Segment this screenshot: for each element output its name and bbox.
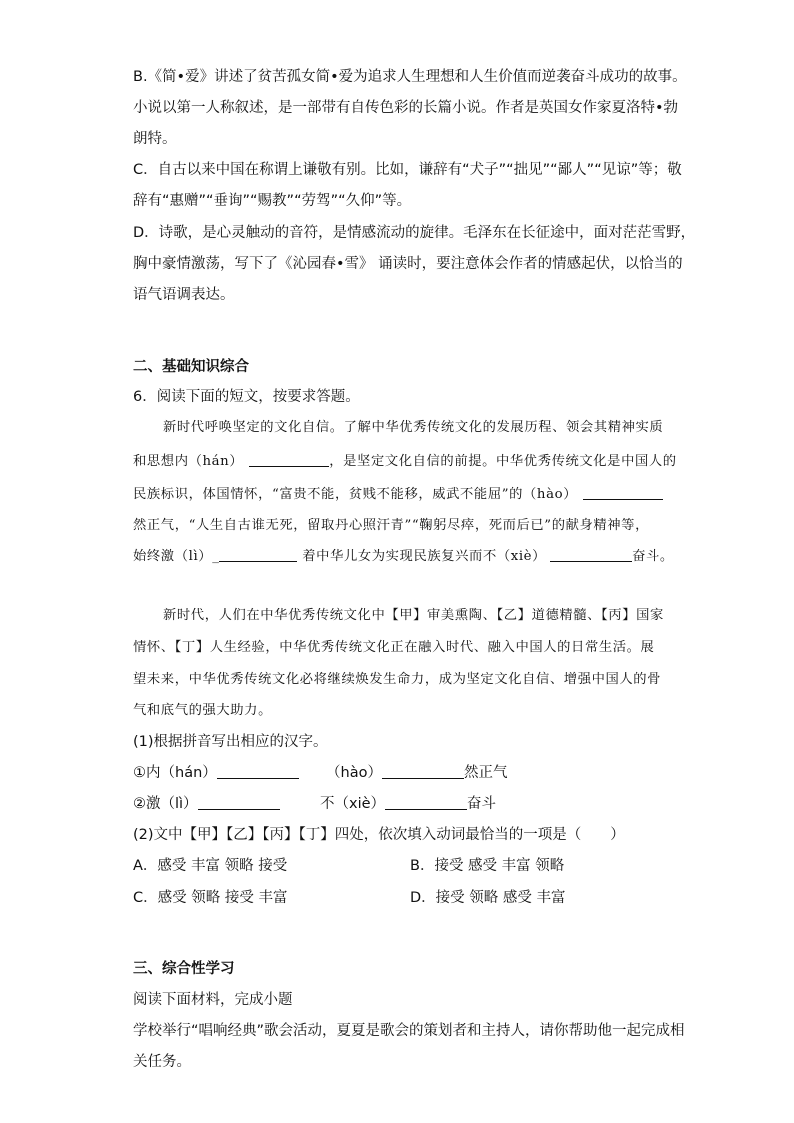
passage-p1-line-2 bbox=[133, 451, 677, 473]
section-3-heading: 三、综合性学习 bbox=[133, 961, 235, 977]
passage-p1-line-4: 然正气，“人生自古谁无死，留取丹心照汗青”“鞠躬尽瘁，死而后已”的献身精神等， bbox=[133, 518, 649, 533]
pinyin-item: ②激（lì） bbox=[133, 796, 198, 812]
passage-text: 和思想内（hán） bbox=[133, 454, 244, 469]
passage-text: 民族标识，体国情怀，“富贵不能，贫贱不能移，威武不能屈”的（hào） bbox=[133, 487, 578, 502]
passage-text: 奋斗。 bbox=[632, 549, 674, 564]
sub-question-1-row-2b bbox=[320, 793, 496, 815]
answer-blank[interactable] bbox=[219, 546, 297, 562]
choice-b[interactable]: B．接受 感受 丰富 领略 bbox=[410, 858, 565, 874]
question-6-prompt: 6．阅读下面的短文，按要求答题。 bbox=[133, 389, 360, 405]
answer-blank[interactable] bbox=[198, 794, 280, 810]
choice-d[interactable]: D．接受 领略 感受 丰富 bbox=[410, 890, 566, 906]
pinyin-item: 不（xiè） bbox=[320, 796, 386, 812]
section-3-text-line-2: 关任务。 bbox=[133, 1054, 191, 1070]
choice-c[interactable]: C．感受 领略 接受 丰富 bbox=[133, 890, 288, 906]
option-d-line-1: D．诗歌，是心灵触动的音符，是情感流动的旋律。毛泽东在长征途中，面对茫茫雪野， bbox=[133, 225, 696, 241]
pinyin-item: （hào） bbox=[326, 765, 382, 781]
passage-p1-line-5 bbox=[133, 546, 674, 568]
option-d-line-3: 语气语调表达。 bbox=[133, 287, 235, 303]
answer-blank[interactable] bbox=[249, 451, 329, 467]
pinyin-item: ①内（hán） bbox=[133, 765, 217, 781]
pinyin-suffix: 奋斗 bbox=[467, 796, 497, 812]
section-3-intro: 阅读下面材料，完成小题 bbox=[133, 992, 293, 1008]
passage-p2-line-2: 情怀、【丁】人生经验，中华优秀传统文化正在融入时代、融入中国人的日常生活。展 bbox=[133, 640, 655, 655]
section-3-text-line-1: 学校举行“唱响经典”歌会活动，夏夏是歌会的策划者和主持人，请你帮助他一起完成相 bbox=[133, 1023, 685, 1039]
passage-p2-line-4: 气和底气的强大助力。 bbox=[133, 703, 272, 718]
sub-question-1-prompt: (1)根据拼音写出相应的汉字。 bbox=[133, 734, 328, 750]
passage-p2-line-1: 新时代，人们在中华优秀传统文化中【甲】审美熏陶、【乙】道德精髓、【丙】国家 bbox=[163, 608, 664, 623]
option-c-line-1: C．自古以来中国在称谓上谦敬有别。比如，谦辞有“犬子”“拙见”“鄙人”“见谅”等；敬 bbox=[133, 162, 682, 178]
option-b-line-2: 小说以第一人称叙述，是一部带有自传色彩的长篇小说。作者是英国女作家夏洛特•勃 bbox=[133, 100, 679, 116]
option-b-line-3: 朗特。 bbox=[133, 131, 177, 147]
answer-blank[interactable] bbox=[382, 763, 464, 779]
option-c-line-2: 辞有“惠赠”“垂询”“赐教”“劳驾”“久仰”等。 bbox=[133, 193, 412, 209]
passage-p1-line-1: 新时代呼唤坚定的文化自信。了解中华优秀传统文化的发展历程、领会其精神实质 bbox=[163, 420, 664, 435]
sub-question-1-row-1 bbox=[133, 762, 299, 784]
sub-question-2-prompt: (2)文中【甲】【乙】【丙】【丁】四处，依次填入动词最恰当的一项是（ ） bbox=[133, 827, 625, 843]
passage-text: 始终激（lì）_ bbox=[133, 549, 220, 564]
passage-text: 着中华儿女为实现民族复兴而不（xiè） bbox=[297, 549, 547, 564]
option-b-line-1: B.《简•爱》讲述了贫苦孤女简•爱为追求人生理想和人生价值而逆袭奋斗成功的故事。 bbox=[133, 69, 687, 85]
option-d-line-2: 胸中豪情激荡，写下了《沁园春•雪》 诵读时，要注意体会作者的情感起伏，以恰当的 bbox=[133, 256, 683, 272]
passage-p2-line-3: 望未来，中华优秀传统文化必将继续焕发生命力，成为坚定文化自信、增强中国人的骨 bbox=[133, 672, 662, 687]
choice-a[interactable]: A．感受 丰富 领略 接受 bbox=[133, 858, 288, 874]
pinyin-suffix: 然正气 bbox=[463, 765, 508, 781]
answer-blank[interactable] bbox=[583, 484, 663, 500]
answer-blank[interactable] bbox=[550, 546, 632, 562]
passage-p1-line-3 bbox=[133, 484, 663, 506]
answer-blank[interactable] bbox=[217, 763, 299, 779]
sub-question-1-row-2 bbox=[133, 793, 280, 815]
passage-text: ，是坚定文化自信的前提。中华优秀传统文化是中国人的 bbox=[329, 454, 677, 469]
answer-blank[interactable] bbox=[385, 794, 467, 810]
sub-question-1-row-1b bbox=[326, 762, 507, 784]
section-2-heading: 二、基础知识综合 bbox=[133, 359, 249, 375]
